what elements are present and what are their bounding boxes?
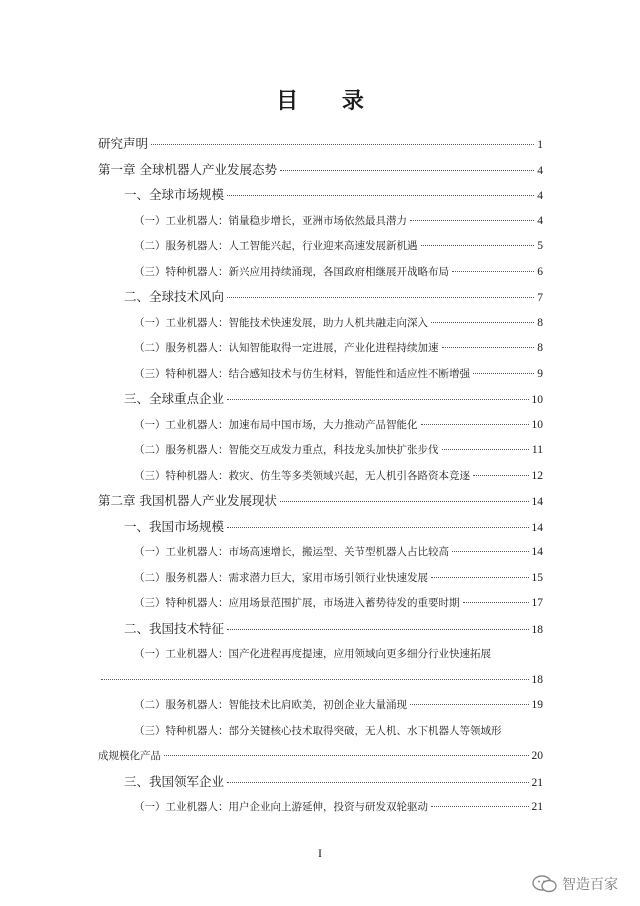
toc-entry-label: （一）工业机器人：智能技术快速发展，助力人机共融走向深入	[134, 316, 428, 329]
toc-chapter[interactable]	[98, 136, 543, 162]
toc-entry-continuation[interactable]	[98, 748, 543, 774]
toc-entry-label: （二）服务机器人：认知智能取得一定进展，产业化进程持续加速	[134, 342, 439, 354]
toc-subsection[interactable]	[98, 595, 543, 621]
dot-leader	[227, 297, 534, 298]
toc-subsection[interactable]	[98, 213, 543, 239]
toc-page-number: 12	[531, 469, 543, 482]
dot-leader	[473, 475, 529, 476]
toc-subsection[interactable]	[98, 315, 543, 341]
page-number: I	[318, 846, 322, 860]
dot-leader	[410, 704, 529, 705]
toc-entry-label: 第二章 我国机器人产业发展现状	[98, 493, 277, 508]
toc-subsection[interactable]	[98, 417, 543, 443]
dot-leader	[442, 347, 535, 348]
wechat-icon	[532, 875, 558, 893]
toc-entry-label: （三）特种机器人：救灾、仿生等多类领域兴起，无人机引各路资本竞逐	[134, 469, 470, 482]
toc-section[interactable]	[98, 391, 543, 417]
toc-chapter[interactable]	[98, 493, 543, 519]
dot-leader	[421, 424, 529, 425]
toc-entry-continuation[interactable]	[98, 672, 543, 698]
toc-entry-label: 二、我国技术特征	[124, 620, 225, 636]
dot-leader	[431, 322, 534, 323]
toc-page-number: 5	[537, 240, 543, 252]
dot-leader	[227, 782, 528, 783]
toc-page-number: 7	[537, 292, 543, 304]
toc-page-number: 10	[531, 418, 543, 431]
toc-entry-label: 研究声明	[98, 136, 149, 151]
page-title: 目 录	[276, 89, 382, 114]
toc-entry-label: （一）工业机器人：加速布局中国市场，大力推动产品智能化	[134, 418, 418, 431]
dot-leader	[442, 449, 529, 450]
toc-entry-label: （三）特种机器人：新兴应用持续涌现，各国政府相继展开战略布局	[134, 265, 449, 278]
toc-chapter[interactable]	[98, 162, 543, 188]
toc-subsection[interactable]	[98, 340, 543, 366]
dot-leader	[452, 551, 529, 552]
toc-entry-label: （一）工业机器人：国产化进程再度提速，应用领域向更多细分行业快速拓展	[134, 648, 491, 660]
toc-entry-label: （一）工业机器人：用户企业向上游延伸，投资与研发双轮驱动	[134, 801, 428, 813]
toc-entry-label: 二、全球技术风向	[124, 289, 225, 304]
dot-leader	[421, 245, 535, 246]
toc-subsection[interactable]	[98, 264, 543, 290]
dot-leader	[227, 399, 528, 400]
table-of-contents	[98, 136, 543, 825]
toc-page-number: 19	[531, 699, 543, 711]
toc-page-number: 11	[531, 444, 543, 456]
toc-page-number: 14	[531, 496, 543, 508]
toc-subsection[interactable]	[98, 366, 543, 392]
toc-page-number: 8	[537, 316, 543, 329]
dot-leader	[280, 501, 529, 502]
toc-entry-label: （三）特种机器人：部分关键核心技术取得突破，无人机、水下机器人等领域形	[134, 724, 502, 737]
toc-section[interactable]	[98, 621, 543, 647]
toc-entry[interactable]	[98, 646, 543, 672]
toc-entry-label: 三、全球重点企业	[124, 391, 225, 406]
toc-entry-label: 一、全球市场规模	[124, 187, 225, 202]
toc-page-number: 21	[531, 776, 543, 789]
toc-entry-label: 三、我国领军企业	[124, 773, 225, 789]
dot-leader	[151, 144, 534, 145]
toc-section[interactable]	[98, 519, 543, 545]
toc-subsection[interactable]	[98, 468, 543, 494]
toc-entry-label: 一、我国市场规模	[124, 518, 225, 534]
toc-subsection[interactable]	[98, 697, 543, 723]
toc-page-number: 1	[537, 139, 543, 151]
toc-entry-label: （一）工业机器人：市场高速增长，搬运型、关节型机器人占比较高	[134, 546, 449, 558]
toc-subsection[interactable]	[98, 799, 543, 825]
toc-entry-label: （二）服务机器人：智能交互成发力重点，科技龙头加快扩张步伐	[134, 444, 439, 456]
toc-subsection[interactable]	[98, 442, 543, 468]
toc-page-number: 14	[531, 521, 543, 534]
toc-subsection[interactable]	[98, 544, 543, 570]
dot-leader	[452, 271, 534, 272]
toc-entry[interactable]	[98, 723, 543, 749]
toc-entry-label: （二）服务机器人：智能技术比肩欧美，初创企业大量涌现	[134, 699, 407, 711]
toc-entry-label: （一）工业机器人：销量稳步增长，亚洲市场依然最具潜力	[134, 214, 407, 227]
dot-leader	[431, 577, 529, 578]
toc-entry-label: （三）特种机器人：结合感知技术与仿生材料，智能性和适应性不断增强	[134, 367, 470, 380]
toc-page-number: 8	[537, 342, 543, 354]
dot-leader	[463, 602, 529, 603]
toc-page-number: 4	[537, 164, 543, 177]
toc-entry-label: 成规模化产品	[98, 750, 161, 762]
dot-leader	[227, 629, 528, 630]
toc-page-number: 14	[531, 546, 543, 558]
toc-page-number: 10	[531, 394, 543, 406]
toc-entry-label: （三）特种机器人：应用场景范围扩展，市场进入蓄势待发的重要时期	[134, 597, 460, 609]
toc-page-number: 17	[531, 597, 543, 609]
toc-entry-label: 第一章 全球机器人产业发展态势	[98, 161, 277, 177]
dot-leader	[227, 195, 534, 196]
toc-page-number: 20	[531, 750, 543, 762]
dot-leader	[410, 220, 534, 221]
toc-page-number: 4	[537, 214, 543, 227]
dot-leader	[164, 755, 529, 756]
toc-section[interactable]	[98, 774, 543, 800]
watermark-text: 智造百家	[562, 877, 618, 893]
toc-page-number: 6	[537, 265, 543, 278]
toc-page-number: 9	[537, 367, 543, 380]
toc-section[interactable]	[98, 289, 543, 315]
toc-page-number: 4	[537, 190, 543, 202]
toc-subsection[interactable]	[98, 238, 543, 264]
dot-leader	[280, 170, 534, 171]
dot-leader	[101, 679, 529, 680]
toc-entry-label: （二）服务机器人：人工智能兴起，行业迎来高速发展新机遇	[134, 240, 418, 252]
toc-page-number: 18	[531, 673, 543, 686]
toc-subsection[interactable]	[98, 570, 543, 596]
dot-leader	[227, 527, 528, 528]
toc-page-number: 21	[531, 801, 543, 813]
toc-entry-label: （二）服务机器人：需求潜力巨大，家用市场引领行业快速发展	[134, 571, 428, 584]
toc-page-number: 18	[531, 623, 543, 636]
dot-leader	[431, 806, 529, 807]
watermark	[532, 874, 618, 894]
dot-leader	[473, 373, 534, 374]
toc-section[interactable]	[98, 187, 543, 213]
toc-page-number: 15	[531, 571, 543, 584]
